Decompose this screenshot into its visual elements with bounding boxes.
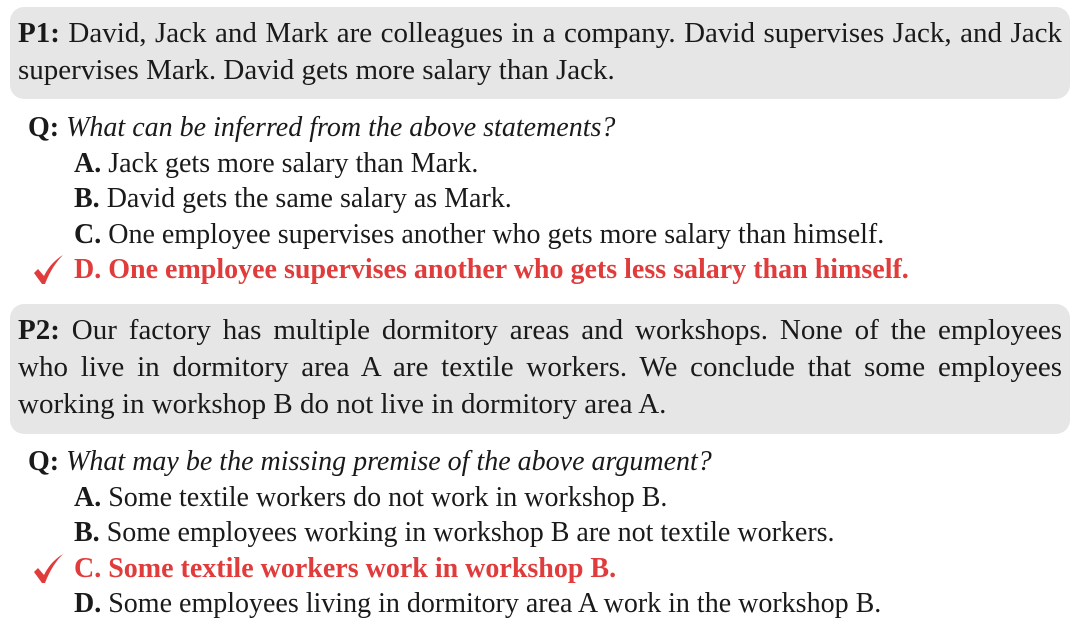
q2-option-b-text: Some employees working in workshop B are not textile workers. — [99, 517, 835, 548]
q1-option-a-letter: A. — [74, 147, 102, 179]
passage-2-text: Our factory has multiple dormitory areas and workshops. None of the employees who live in dormitory area A are textile workers. We conclude that some employees working in workshop B do not live in dormitory area A. — [18, 314, 1062, 420]
q1-option-a-text: Jack gets more salary than Mark. — [101, 147, 479, 179]
question-2 — [28, 444, 1068, 480]
q1-option-b-letter: B. — [74, 183, 100, 214]
q1-option-c-letter: C. — [74, 218, 102, 250]
q2-option-d-letter: D. — [74, 588, 102, 619]
question-2-label: Q: — [28, 446, 60, 477]
question-1-block — [28, 110, 1068, 288]
q2-option-b — [28, 515, 1068, 551]
q1-option-a — [28, 146, 1068, 182]
q2-option-a-text: Some textile workers do not work in workshop B. — [101, 481, 668, 513]
q1-option-c — [28, 217, 1068, 253]
passage-1-label: P1: — [18, 17, 60, 49]
q2-option-c-correct — [28, 551, 1068, 587]
q2-option-b-letter: B. — [74, 517, 100, 548]
q2-option-d — [28, 586, 1068, 622]
q2-option-c-text: Some textile workers work in workshop B. — [101, 552, 617, 584]
question-2-text: What may be the missing premise of the above argument? — [59, 446, 712, 477]
q1-option-c-text: One employee supervises another who gets more salary than himself. — [101, 218, 885, 250]
checkmark-icon — [30, 551, 66, 587]
question-1 — [28, 110, 1068, 146]
q2-option-a — [28, 480, 1068, 516]
q2-option-c-letter: C. — [74, 552, 102, 584]
q1-option-b-text: David gets the same salary as Mark. — [99, 183, 512, 214]
passage-1-text: David, Jack and Mark are colleagues in a company. David supervises Jack, and Jack supervises Mark. David gets more salary than Jack. — [18, 17, 1062, 86]
q1-option-d-correct — [28, 252, 1068, 288]
q1-option-b — [28, 181, 1068, 217]
q2-option-d-text: Some employees living in dormitory area A work in the workshop B. — [101, 588, 882, 619]
question-2-block — [28, 444, 1068, 622]
passage-2-box — [10, 304, 1070, 434]
q2-option-a-letter: A. — [74, 481, 102, 513]
question-1-label: Q: — [28, 112, 60, 143]
question-1-text: What can be inferred from the above statements? — [59, 112, 616, 143]
passage-2-label: P2: — [18, 314, 60, 346]
checkmark-icon — [30, 252, 66, 288]
q1-option-d-text: One employee supervises another who gets less salary than himself. — [101, 254, 909, 285]
q1-option-d-letter: D. — [74, 254, 102, 285]
passage-1-box — [10, 7, 1070, 99]
